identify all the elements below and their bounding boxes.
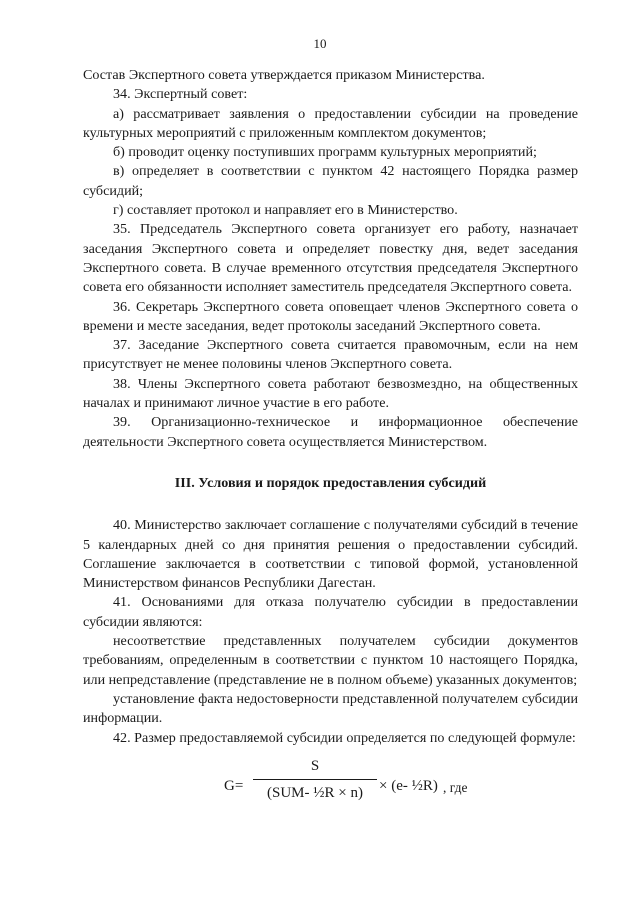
section-heading: III. Условия и порядок предоставления субсидий [174, 474, 487, 491]
paragraph: установление факта недостоверности представленной получателем субсидии информации. [83, 690, 578, 727]
document-body [83, 66, 578, 822]
formula-trailing-text: , где [443, 779, 468, 795]
formula-numerator: S [310, 757, 320, 774]
paragraphs-block-2 [83, 516, 578, 748]
paragraph: 40. Министерство заключает соглашение с получателями субсидий в течение 5 календарных дней со дня принятия решения о предоставлении субсидий. Соглашение заключается в соответствии с типовой формой, установленной Министерством финансов Республики Дагестан. [83, 517, 578, 592]
paragraph: г) составляет протокол и направляет его в Министерство. [113, 202, 458, 219]
paragraph: б) проводит оценку поступивших программ культурных мероприятий; [113, 144, 537, 161]
paragraph: 39. Организационно-техническое и информационное обеспечение деятельности Экспертного совета осуществляется Министерством. [83, 414, 578, 450]
formula-fraction [253, 757, 377, 803]
paragraph: 42. Размер предоставляемой субсидии определяется по следующей формуле: [113, 729, 576, 746]
paragraph: 37. Заседание Экспертного совета считается правомочным, если на нем присутствует не менее половины членов Экспертного совета. [83, 337, 578, 373]
paragraphs-block-1 [83, 66, 578, 452]
paragraph: Состав Экспертного совета утверждается приказом Министерства. [83, 67, 485, 83]
paragraph: а) рассматривает заявления о предоставлении субсидии на проведение культурных мероприятий с приложенным комплектом документов; [83, 105, 578, 141]
formula-lhs: G= [224, 777, 244, 794]
paragraph: в) определяет в соответствии с пунктом 42 настоящего Порядка размер субсидий; [83, 163, 578, 199]
page-number: 10 [313, 36, 327, 51]
formula-denominator: (SUM- ½R × n) [267, 784, 363, 801]
paragraph: 36. Секретарь Экспертного совета оповещает членов Экспертного совета о времени и месте заседания, ведет протоколы заседаний Экспертного совета. [83, 298, 578, 334]
paragraph: 34. Экспертный совет: [113, 86, 248, 103]
subsidy-formula [83, 752, 578, 822]
paragraph: 38. Члены Экспертного совета работают безвозмездно, на общественных началах и принимают личное участие в его работе. [83, 375, 578, 412]
paragraph: 41. Основаниями для отказа получателю субсидии в предоставлении субсидии являются: [83, 594, 578, 630]
paragraph: 35. Председатель Экспертного совета организует его работу, назначает заседания Экспертного совета и определяет повестку дня, ведет заседания Экспертного совета. В случае временного отсутствия председателя Экспертного совета его обязанности исполняет заместитель председателя Экспертного совета. [83, 221, 578, 296]
formula-multiplier: × (e- ½R) [379, 777, 438, 794]
paragraph: несоответствие представленных получателем субсидии документов требованиям, определенным в соответствии с пунктом 10 настоящего Порядка, или непредставление (представление не в полном объеме) указанных документов; [83, 633, 578, 688]
